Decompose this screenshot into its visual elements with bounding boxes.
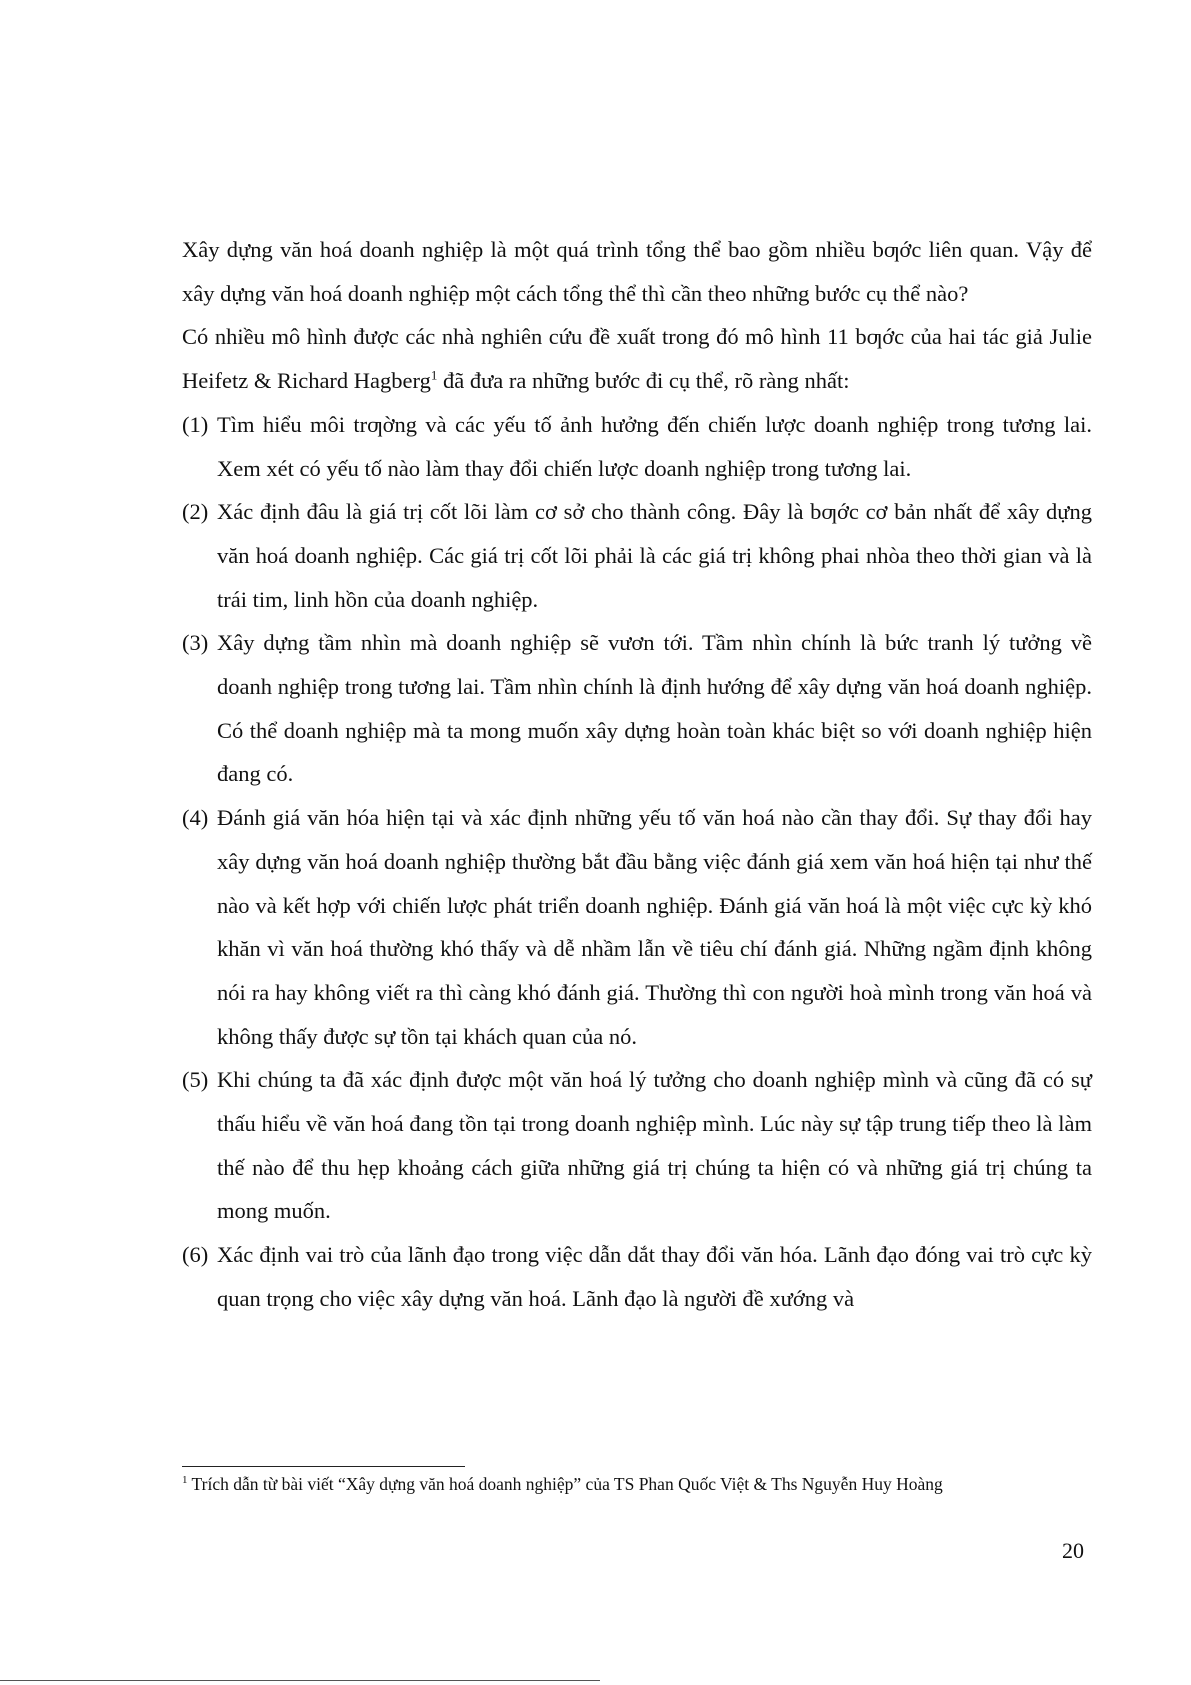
- list-item: [182, 796, 1092, 1058]
- list-item-text: Tìm hiểu môi trƣờng và các yếu tố ảnh hưởng đến chiến lược doanh nghiệp trong tương lai. Xem xét có yếu tố nào làm thay đổi chiến lược doanh nghiệp trong tương lai.: [217, 411, 1092, 481]
- body-text: [182, 228, 1092, 1321]
- intro-text-continued: đã đưa ra những bước đi cụ thể, rõ ràng nhất:: [437, 368, 850, 394]
- list-item-number: (3): [182, 630, 209, 656]
- list-item: [182, 1233, 1092, 1320]
- list-item-text: Xây dựng tầm nhìn mà doanh nghiệp sẽ vươn tới. Tầm nhìn chính là bức tranh lý tưởng về doanh nghiệp trong tương lai. Tầm nhìn chính là định hướng để xây dựng văn hoá doanh nghiệp. Có thể doanh nghiệp mà ta mong muốn xây dựng hoàn toàn khác biệt so với doanh nghiệp hiện đang có.: [217, 630, 1092, 787]
- footnote-separator: [182, 1466, 465, 1467]
- list-item-text: Khi chúng ta đã xác định được một văn hoá lý tưởng cho doanh nghiệp mình và cũng đã có sự thấu hiểu về văn hoá đang tồn tại trong doanh nghiệp mình. Lúc này sự tập trung tiếp theo là làm thế nào để thu hẹp khoảng cách giữa những giá trị chúng ta hiện có và những giá trị chúng ta mong muốn.: [217, 1067, 1092, 1224]
- list-item-text: Xác định đâu là giá trị cốt lõi làm cơ sở cho thành công. Đây là bƣớc cơ bản nhất để xây dựng văn hoá doanh nghiệp. Các giá trị cốt lõi phải là các giá trị không phai nhòa theo thời gian và là trái tim, linh hồn của doanh nghiệp.: [217, 499, 1092, 612]
- intro-paragraph: [182, 315, 1092, 402]
- list-item-number: (6): [182, 1242, 209, 1268]
- footnote-marker: 1: [182, 1474, 188, 1487]
- opening-paragraph: Xây dựng văn hoá doanh nghiệp là một quá trình tổng thể bao gồm nhiều bƣớc liên quan. Vậy để xây dựng văn hoá doanh nghiệp một cách tổng thể thì cần theo những bước cụ thể nào?: [182, 237, 1092, 306]
- list-item: [182, 1058, 1092, 1233]
- list-item-text: Xác định vai trò của lãnh đạo trong việc dẫn dắt thay đổi văn hóa. Lãnh đạo đóng vai trò cực kỳ quan trọng cho việc xây dựng văn hoá. Lãnh đạo là người đề xướng và: [217, 1242, 1092, 1311]
- intro-text: Có nhiều mô hình được các nhà nghiên cứu đề xuất trong đó mô hình 11 bƣớc của hai tác giả Julie Heifetz & Richard Hagberg: [182, 324, 1092, 394]
- list-item-number: (5): [182, 1067, 209, 1093]
- list-item-text: Đánh giá văn hóa hiện tại và xác định những yếu tố văn hoá nào cần thay đổi. Sự thay đổi hay xây dựng văn hoá doanh nghiệp thường bắt đầu bằng việc đánh giá xem văn hoá hiện tại như thế nào và kết hợp với chiến lược phát triển doanh nghiệp. Đánh giá văn hoá là một việc cực kỳ khó khăn vì văn hoá thường khó thấy và dễ nhầm lẫn về tiêu chí đánh giá. Những ngầm định không nói ra hay không viết ra thì càng khó đánh giá. Thường thì con người hoà mình trong văn hoá và không thấy được sự tồn tại khách quan của nó.: [217, 805, 1092, 1049]
- page-bottom-divider: [0, 1680, 600, 1681]
- list-item: [182, 490, 1092, 621]
- page-number: 20: [1062, 1538, 1084, 1563]
- list-item: [182, 403, 1092, 490]
- footnote-reference[interactable]: 1: [430, 367, 438, 383]
- list-item-number: (1): [182, 411, 209, 437]
- list-item-number: (2): [182, 499, 209, 525]
- footnote-text: Trích dẫn từ bài viết “Xây dựng văn hoá doanh nghiệp” của TS Phan Quốc Việt & Ths Nguyễn Huy Hoàng: [187, 1474, 943, 1494]
- list-item-number: (4): [182, 805, 209, 831]
- footnote: [182, 1473, 1082, 1495]
- list-item: [182, 621, 1092, 796]
